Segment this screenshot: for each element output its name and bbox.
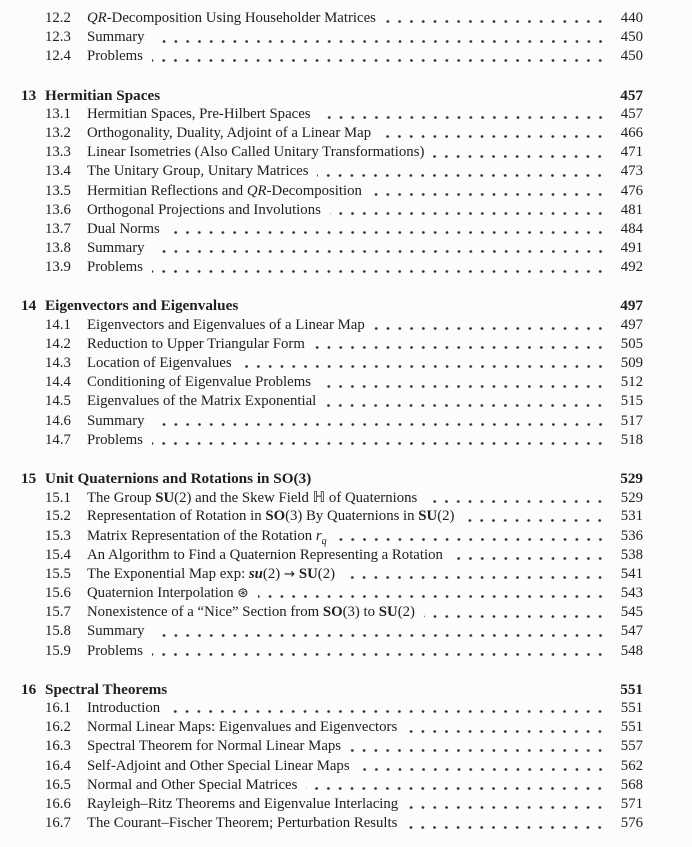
chapter-block [21, 86, 643, 278]
toc-entry [21, 757, 643, 776]
section-title-text: of Quaternions [325, 490, 418, 507]
toc-entry [21, 412, 643, 431]
dot-leader [350, 737, 606, 756]
dot-leader [385, 9, 606, 28]
section-title [87, 603, 415, 622]
page-number: 450 [620, 48, 643, 65]
chapter-page-number: 551 [620, 680, 643, 698]
section-number: 12.3 [45, 29, 71, 46]
toc-entry [21, 201, 643, 220]
section-title [87, 757, 350, 776]
section-title-text: The Courant–Fischer Theorem; Perturbation Results [87, 815, 398, 832]
dot-leader [344, 565, 606, 584]
section-title-text: Problems [87, 259, 143, 276]
section-number: 13.2 [45, 124, 71, 141]
section-title-text: Orthogonality, Duality, Adjoint of a Linear Map [87, 124, 372, 141]
dot-leader [152, 431, 606, 450]
section-number: 13.1 [45, 105, 71, 122]
toc-entry [21, 124, 643, 143]
section-number: 14.2 [45, 335, 71, 352]
dot-leader [407, 795, 606, 814]
chapter-block [21, 296, 643, 450]
section-number: 14.4 [45, 374, 71, 391]
section-title-text: (3) to [342, 604, 379, 621]
page-number: 476 [620, 182, 643, 199]
page-number: 551 [620, 719, 643, 736]
page-number: 457 [620, 105, 643, 122]
dot-leader [325, 392, 606, 411]
section-title-text: Quaternion Interpolation [87, 585, 238, 602]
section-number: 16.5 [45, 776, 71, 793]
toc-entry [21, 335, 643, 354]
section-title-text: Representation of Rotation in [87, 508, 266, 525]
section-title-text: SU [155, 490, 175, 507]
section-title-text: SO [265, 508, 286, 525]
chapter-heading [21, 296, 643, 315]
toc-entry [21, 47, 643, 66]
page-number: 509 [620, 355, 643, 371]
dot-leader [317, 162, 606, 181]
section-title [87, 622, 145, 641]
page-number: 491 [620, 240, 643, 257]
dot-leader [433, 143, 606, 162]
section-title-text: (2) [317, 565, 336, 582]
section-number: 14.6 [45, 412, 71, 429]
section-title-text: Eigenvalues of the Matrix Exponential [87, 393, 317, 410]
page-number: 548 [620, 642, 643, 659]
dot-leader [424, 603, 606, 622]
chapter-block [21, 680, 643, 834]
section-number: 13.5 [45, 182, 71, 199]
section-number: 15.1 [45, 490, 71, 507]
section-title-text: ⊛ [237, 585, 249, 602]
dot-leader [371, 182, 606, 201]
section-title [87, 162, 308, 181]
section-title-text: Orthogonal Projections and Involutions [87, 201, 321, 218]
chapter-title: Hermitian Spaces [45, 86, 161, 104]
toc-entry [21, 507, 643, 526]
section-number: 14.3 [45, 355, 71, 371]
section-number: 12.4 [45, 48, 71, 65]
section-title-text: Summary [87, 412, 145, 429]
toc-entry [21, 143, 643, 162]
section-title [87, 124, 371, 143]
chapter-title: Eigenvectors and Eigenvalues [45, 297, 239, 315]
toc-entry [21, 239, 643, 258]
section-title [87, 431, 143, 450]
page-number: 481 [620, 201, 643, 218]
section-title-text: → [283, 565, 296, 582]
section-number: 15.5 [45, 565, 71, 582]
toc-entry [21, 105, 643, 124]
toc-entry [21, 28, 643, 47]
dot-leader [406, 814, 606, 833]
chapter-number: 15 [21, 469, 37, 487]
toc-entry [21, 258, 643, 277]
dot-leader [426, 488, 606, 507]
dot-leader [152, 47, 606, 66]
section-title [87, 546, 443, 565]
section-title-text: Normal Linear Maps: Eigenvalues and Eigenvectors [87, 719, 398, 736]
section-title-text: -Decomposition [266, 182, 362, 199]
dot-leader [154, 412, 606, 431]
section-title-text: Spectral Theorem for Normal Linear Maps [87, 738, 342, 755]
section-title-text: ℍ [312, 489, 326, 507]
page-number: 545 [620, 604, 643, 621]
page-number: 440 [620, 10, 643, 26]
section-number: 15.8 [45, 623, 71, 640]
dot-leader [258, 584, 606, 603]
page-number: 529 [620, 490, 643, 507]
section-title-text: Summary [87, 240, 145, 257]
page-number: 538 [620, 546, 643, 563]
toc-entry [21, 699, 643, 718]
section-title-text: Introduction [87, 700, 161, 716]
section-title [87, 412, 145, 431]
dot-leader [336, 527, 606, 546]
page-number: 492 [620, 259, 643, 276]
section-title-text: Linear Isometries (Also Called Unitary Transformations) [87, 144, 425, 161]
section-title [87, 47, 143, 66]
section-number: 13.4 [45, 163, 71, 180]
chapter-block-partial [21, 9, 643, 67]
chapter-page-number: 529 [620, 469, 643, 487]
toc-entry [21, 220, 643, 239]
section-title-text: (3) By Quaternions in [285, 508, 419, 525]
dot-leader [154, 622, 606, 641]
section-title-text: Matrix Representation of the Rotation [87, 527, 316, 544]
chapter-heading [21, 680, 643, 699]
section-title [87, 182, 362, 201]
section-title-text: Hermitian Reflections and [87, 182, 247, 199]
page-number: 551 [620, 700, 643, 716]
section-title-text: SO [322, 604, 343, 621]
toc-entry [21, 488, 643, 507]
section-title-text: q [321, 535, 327, 547]
section-title [87, 776, 297, 795]
dot-leader [314, 335, 606, 354]
section-title [87, 335, 305, 354]
section-title-text: su [248, 565, 263, 582]
section-number: 16.1 [45, 700, 71, 716]
section-title [87, 143, 424, 162]
toc-entry [21, 565, 643, 584]
section-title-text: Problems [87, 48, 143, 65]
section-title [87, 201, 321, 220]
chapter-number: 16 [21, 680, 37, 698]
page-number: 568 [620, 776, 643, 793]
section-number: 15.4 [45, 546, 71, 563]
section-title [87, 699, 160, 718]
section-title-text: Rayleigh–Ritz Theorems and Eigenvalue Interlacing [87, 795, 399, 812]
section-number: 15.9 [45, 642, 71, 659]
section-title [87, 488, 417, 508]
chapter-number: 14 [21, 297, 37, 315]
section-title-text: Problems [87, 642, 143, 659]
section-title-text: Hermitian Spaces, Pre-Hilbert Spaces [87, 105, 311, 122]
section-title-text: Summary [87, 29, 145, 46]
page-number: 557 [620, 738, 643, 755]
page-number: 543 [620, 585, 643, 602]
section-number: 13.9 [45, 259, 71, 276]
page-number: 547 [620, 623, 643, 640]
section-number: 15.2 [45, 508, 71, 525]
section-title-text: (2) [437, 508, 455, 525]
chapter-number: 13 [21, 86, 37, 104]
section-number: 14.7 [45, 431, 71, 448]
dot-leader [330, 201, 606, 220]
dot-leader [152, 258, 606, 277]
dot-leader [374, 316, 606, 335]
section-title-text: Dual Norms [87, 220, 160, 237]
page-number: 471 [620, 144, 643, 161]
section-title-text: The Unitary Group, Unitary Matrices [87, 163, 309, 180]
section-title [87, 814, 397, 833]
dot-leader [154, 28, 606, 47]
toc-entry [21, 373, 643, 392]
section-number: 13.8 [45, 240, 71, 257]
page-number: 497 [620, 316, 643, 333]
dot-leader [152, 642, 606, 661]
section-title [87, 105, 311, 124]
page-number: 515 [620, 393, 643, 410]
section-title [87, 392, 316, 411]
page-number: 450 [620, 29, 643, 46]
section-title-text: r [315, 527, 322, 544]
page-number: 576 [620, 815, 643, 832]
page-number: 531 [620, 508, 643, 525]
chapter-title: Spectral Theorems [45, 680, 168, 698]
page-number: 466 [620, 124, 643, 141]
section-title-text: -Decomposition Using Householder Matrices [106, 10, 376, 26]
section-title-text: Problems [87, 431, 143, 448]
dot-leader [169, 220, 606, 239]
section-title [87, 28, 145, 47]
page-number: 473 [620, 163, 643, 180]
section-title-text: QR [246, 182, 267, 199]
page-number: 512 [620, 374, 643, 391]
section-title-text: Nonexistence of a “Nice” Section from [87, 604, 323, 621]
toc-entry [21, 776, 643, 795]
section-title [87, 316, 365, 335]
page-number: 541 [620, 565, 643, 582]
toc-entry [21, 622, 643, 641]
page-number: 517 [620, 412, 643, 429]
section-number: 16.3 [45, 738, 71, 755]
toc-entry [21, 795, 643, 814]
section-title-text: (2) [262, 565, 284, 582]
section-number: 13.3 [45, 144, 71, 161]
toc-entry [21, 642, 643, 661]
toc-entry [21, 162, 643, 181]
section-title [87, 354, 232, 373]
toc-entry [21, 9, 643, 28]
section-title-text: An Algorithm to Find a Quaternion Representing a Rotation [87, 546, 443, 563]
section-title-text: The Exponential Map exp: [87, 565, 249, 582]
section-title-text: Eigenvectors and Eigenvalues of a Linear Map [87, 316, 365, 333]
section-title-text: Normal and Other Special Matrices [87, 776, 298, 793]
dot-leader [463, 507, 606, 526]
page-number: 518 [620, 431, 643, 448]
toc-entry [21, 546, 643, 565]
toc-entry [21, 182, 643, 201]
section-number: 13.7 [45, 220, 71, 237]
section-title [87, 258, 143, 277]
toc [21, 9, 643, 833]
section-title [87, 737, 341, 756]
section-title-text: Reduction to Upper Triangular Form [87, 335, 305, 352]
page-number: 484 [620, 220, 643, 237]
section-title [87, 565, 335, 584]
chapter-heading [21, 469, 643, 488]
toc-entry [21, 316, 643, 335]
chapter-heading [21, 86, 643, 105]
section-title-text: (2) [397, 604, 415, 621]
section-title [87, 507, 454, 526]
section-number: 15.3 [45, 527, 71, 544]
section-title-text: Summary [87, 623, 145, 640]
section-number: 16.2 [45, 719, 71, 736]
section-title [87, 795, 398, 814]
dot-leader [380, 124, 606, 143]
dot-leader [306, 776, 606, 795]
page-number: 562 [620, 757, 643, 774]
section-title-text: QR [87, 10, 107, 26]
toc-entry [21, 392, 643, 411]
dot-leader [169, 699, 606, 718]
section-title-text: (2) and the Skew Field [174, 490, 313, 507]
dot-leader [154, 239, 606, 258]
section-number: 16.7 [45, 815, 71, 832]
toc-entry [21, 603, 643, 622]
toc-entry [21, 718, 643, 737]
section-title-text: Location of Eigenvalues [87, 355, 232, 371]
toc-entry [21, 431, 643, 450]
section-number: 16.6 [45, 795, 71, 812]
section-title [87, 584, 249, 603]
page-number: 536 [620, 527, 643, 544]
section-title-text: SU [298, 565, 318, 582]
dot-leader [320, 105, 606, 124]
section-title-text: The Group [87, 490, 156, 507]
section-title [87, 718, 397, 737]
chapter-title: Unit Quaternions and Rotations in SO(3) [45, 469, 312, 487]
section-number: 13.6 [45, 201, 71, 218]
section-title-text: SU [418, 508, 438, 525]
dot-leader [452, 546, 606, 565]
section-number: 15.6 [45, 585, 71, 602]
chapter-block [21, 469, 643, 661]
chapter-page-number: 497 [620, 297, 643, 315]
dot-leader [241, 354, 606, 373]
section-title [87, 239, 145, 258]
toc-entry [21, 584, 643, 603]
dot-leader [320, 373, 606, 392]
dot-leader [359, 757, 606, 776]
toc-entry [21, 354, 643, 373]
section-number: 15.7 [45, 604, 71, 621]
page-number: 571 [620, 795, 643, 812]
section-number: 14.5 [45, 393, 71, 410]
section-title [87, 9, 376, 28]
section-title [87, 373, 311, 392]
section-title [87, 220, 160, 239]
dot-leader [406, 718, 606, 737]
section-title-text: SU [378, 604, 398, 621]
toc-entry [21, 527, 643, 546]
section-number: 14.1 [45, 316, 71, 333]
section-title-text: Conditioning of Eigenvalue Problems [87, 374, 311, 391]
page-number: 505 [620, 335, 643, 352]
toc-entry [21, 737, 643, 756]
section-number: 16.4 [45, 757, 71, 774]
toc-entry [21, 814, 643, 833]
section-number: 12.2 [45, 10, 71, 26]
section-title [87, 642, 143, 661]
section-title-text: Self-Adjoint and Other Special Linear Maps [87, 757, 350, 774]
chapter-page-number: 457 [620, 86, 643, 104]
